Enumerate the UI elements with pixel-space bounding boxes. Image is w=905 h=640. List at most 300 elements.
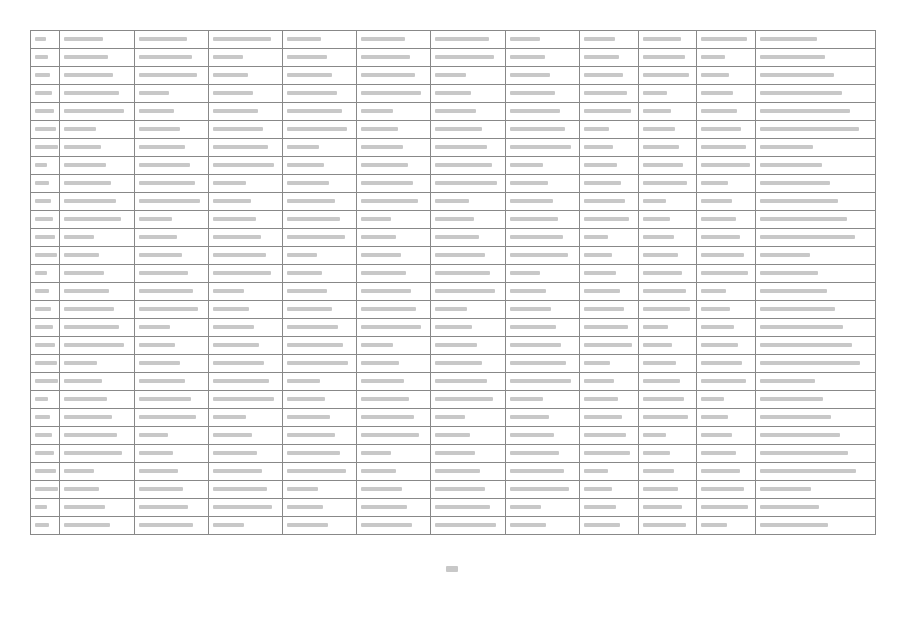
table-cell [505,265,579,282]
table-cell [505,85,579,102]
text-placeholder [643,127,676,131]
table-cell [356,211,430,228]
table-cell [430,355,504,372]
table-cell [134,31,208,48]
table-cell [505,499,579,516]
table-cell [282,391,356,408]
table-cell [30,463,59,480]
text-placeholder [510,415,549,419]
table-cell [638,211,697,228]
text-placeholder [64,55,108,59]
table-cell [282,445,356,462]
text-placeholder [701,523,726,527]
table-cell [59,355,133,372]
text-placeholder [361,307,416,311]
text-placeholder [643,451,671,455]
table-cell [579,175,638,192]
table-cell [356,409,430,426]
table-cell [134,301,208,318]
table-row [30,121,876,139]
table-cell [134,157,208,174]
text-placeholder [35,73,50,77]
table-cell [282,427,356,444]
table-cell [430,337,504,354]
text-placeholder [361,433,419,437]
table-cell [356,85,430,102]
table-cell [505,67,579,84]
table-cell [30,157,59,174]
text-placeholder [435,145,486,149]
table-cell [208,355,282,372]
text-placeholder [35,307,51,311]
table-cell [638,301,697,318]
table-cell [282,31,356,48]
table-cell [505,121,579,138]
text-placeholder [643,181,688,185]
text-placeholder [760,253,810,257]
text-placeholder [139,55,192,59]
text-placeholder [35,199,51,203]
text-placeholder [435,307,466,311]
table-cell [59,445,133,462]
table-cell [505,193,579,210]
text-placeholder [643,505,683,509]
text-placeholder [584,91,627,95]
text-placeholder [213,451,257,455]
table-cell [505,283,579,300]
text-placeholder [287,433,335,437]
table-cell [30,229,59,246]
table-cell [59,319,133,336]
table-row [30,247,876,265]
text-placeholder [213,73,248,77]
text-placeholder [361,181,413,185]
text-placeholder [760,127,859,131]
table-cell [59,283,133,300]
text-placeholder [64,181,111,185]
text-placeholder [701,397,724,401]
table-cell [579,31,638,48]
text-placeholder [35,163,47,167]
text-placeholder [361,415,414,419]
table-cell [430,85,504,102]
text-placeholder [139,271,188,275]
table-cell [755,445,876,462]
table-row [30,283,876,301]
table-cell [638,427,697,444]
table-cell [755,427,876,444]
text-placeholder [213,379,269,383]
table-cell [59,391,133,408]
table-cell [30,31,59,48]
text-placeholder [139,361,181,365]
text-placeholder [213,523,244,527]
table-cell [356,31,430,48]
table-cell [638,319,697,336]
text-placeholder [584,379,614,383]
text-placeholder [139,433,168,437]
text-placeholder [35,289,49,293]
table-cell [356,283,430,300]
table-row [30,139,876,157]
text-placeholder [287,109,342,113]
text-placeholder [701,505,748,509]
table-cell [134,265,208,282]
text-placeholder [139,235,178,239]
table-cell [638,193,697,210]
table-cell [208,265,282,282]
text-placeholder [35,55,48,59]
table-cell [208,247,282,264]
text-placeholder [361,73,415,77]
table-cell [579,121,638,138]
text-placeholder [760,217,847,221]
table-cell [282,481,356,498]
table-row [30,445,876,463]
text-placeholder [643,523,687,527]
table-cell [356,517,430,534]
text-placeholder [510,325,556,329]
table-cell [208,445,282,462]
text-placeholder [435,343,477,347]
text-placeholder [760,181,830,185]
text-placeholder [701,325,734,329]
table-cell [505,211,579,228]
table-cell [696,499,755,516]
text-placeholder [701,199,732,203]
table-cell [356,463,430,480]
text-placeholder [510,37,540,41]
table-cell [579,445,638,462]
table-cell [356,373,430,390]
text-placeholder [64,253,98,257]
table-cell [59,427,133,444]
text-placeholder [213,91,253,95]
text-placeholder [584,199,625,203]
text-placeholder [361,343,393,347]
text-placeholder [760,55,826,59]
table-cell [134,499,208,516]
text-placeholder [701,271,748,275]
text-placeholder [213,55,243,59]
table-cell [208,283,282,300]
table-cell [755,517,876,534]
text-placeholder [287,235,345,239]
table-cell [282,157,356,174]
table-row [30,319,876,337]
text-placeholder [510,433,554,437]
table-cell [430,445,504,462]
text-placeholder [35,127,56,131]
table-cell [638,67,697,84]
text-placeholder [435,469,480,473]
table-cell [59,175,133,192]
table-cell [208,211,282,228]
table-cell [134,517,208,534]
text-placeholder [510,145,571,149]
text-placeholder [139,343,176,347]
text-placeholder [760,523,828,527]
table-cell [430,157,504,174]
table-cell [208,517,282,534]
table-cell [696,283,755,300]
text-placeholder [643,361,676,365]
text-placeholder [510,127,566,131]
text-placeholder [139,307,198,311]
text-placeholder [139,199,201,203]
table-cell [505,427,579,444]
text-placeholder [760,469,857,473]
text-placeholder [213,325,254,329]
table-cell [282,229,356,246]
table-cell [505,355,579,372]
text-placeholder [643,271,682,275]
table-row [30,85,876,103]
table-cell [579,463,638,480]
table-cell [134,67,208,84]
text-placeholder [584,55,619,59]
table-cell [208,139,282,156]
table-cell [755,319,876,336]
table-cell [134,85,208,102]
table-row [30,301,876,319]
text-placeholder [760,451,848,455]
table-cell [638,517,697,534]
text-placeholder [643,325,668,329]
text-placeholder [139,91,170,95]
table-cell [282,409,356,426]
text-placeholder [760,505,820,509]
table-row [30,193,876,211]
table-cell [208,427,282,444]
text-placeholder [35,397,48,401]
text-placeholder [287,145,319,149]
text-placeholder [287,397,325,401]
text-placeholder [35,145,58,149]
table-cell [638,463,697,480]
table-cell [755,373,876,390]
table-cell [59,265,133,282]
text-placeholder [361,469,396,473]
table-cell [430,193,504,210]
text-placeholder [361,325,421,329]
text-placeholder [760,109,851,113]
table-cell [282,301,356,318]
text-placeholder [35,415,50,419]
table-cell [282,85,356,102]
table-cell [579,67,638,84]
table-cell [505,247,579,264]
text-placeholder [701,73,729,77]
text-placeholder [643,163,684,167]
table-cell [356,499,430,516]
text-placeholder [435,217,474,221]
text-placeholder [643,253,678,257]
table-cell [579,373,638,390]
table-cell [134,337,208,354]
table-cell [208,499,282,516]
text-placeholder [361,55,410,59]
text-placeholder [760,325,843,329]
text-placeholder [584,253,612,257]
text-placeholder [139,127,180,131]
table-cell [356,103,430,120]
text-placeholder [584,505,616,509]
text-placeholder [510,235,563,239]
table-cell [134,247,208,264]
text-placeholder [584,325,628,329]
text-placeholder [435,91,471,95]
text-placeholder [584,181,621,185]
text-placeholder [287,361,348,365]
text-placeholder [213,271,272,275]
text-placeholder [510,469,564,473]
table-cell [579,337,638,354]
table-cell [282,265,356,282]
text-placeholder [213,163,274,167]
text-placeholder [64,73,113,77]
table-cell [208,301,282,318]
text-placeholder [760,289,827,293]
text-placeholder [760,415,831,419]
table-cell [356,175,430,192]
text-placeholder [213,361,264,365]
table-cell [755,31,876,48]
table-cell [30,427,59,444]
table-cell [430,481,504,498]
text-placeholder [64,343,124,347]
table-cell [30,517,59,534]
table-cell [755,103,876,120]
table-cell [505,481,579,498]
text-placeholder [213,127,264,131]
text-placeholder [584,235,608,239]
table-cell [755,67,876,84]
table-cell [59,481,133,498]
table-cell [59,463,133,480]
table-row [30,67,876,85]
table-cell [430,319,504,336]
table-cell [356,301,430,318]
table-cell [134,463,208,480]
text-placeholder [510,73,550,77]
text-placeholder [760,73,834,77]
table-cell [430,373,504,390]
table-cell [579,229,638,246]
text-placeholder [35,217,53,221]
table-cell [696,247,755,264]
text-placeholder [287,451,340,455]
text-placeholder [643,217,670,221]
table-cell [59,193,133,210]
table-cell [638,139,697,156]
text-placeholder [584,487,612,491]
table-cell [30,265,59,282]
text-placeholder [139,451,173,455]
table-cell [282,283,356,300]
text-placeholder [361,487,401,491]
text-placeholder [287,163,324,167]
table-cell [579,211,638,228]
table-cell [638,409,697,426]
table-cell [430,391,504,408]
text-placeholder [435,199,469,203]
text-placeholder [139,181,195,185]
text-placeholder [701,361,742,365]
table-cell [505,175,579,192]
text-placeholder [64,289,109,293]
table-cell [696,319,755,336]
table-cell [696,463,755,480]
table-cell [505,391,579,408]
text-placeholder [213,217,256,221]
text-placeholder [64,487,99,491]
text-placeholder [435,505,490,509]
table-cell [696,427,755,444]
text-placeholder [435,433,469,437]
text-placeholder [584,433,626,437]
table-cell [579,139,638,156]
text-placeholder [361,91,420,95]
table-cell [134,409,208,426]
table-cell [579,85,638,102]
table-cell [430,427,504,444]
table-cell [134,481,208,498]
text-placeholder [139,415,196,419]
table-cell [59,499,133,516]
table-cell [59,409,133,426]
page-number [446,566,458,572]
table-cell [505,463,579,480]
text-placeholder [35,451,54,455]
table-cell [696,373,755,390]
text-placeholder [361,505,406,509]
table-cell [134,319,208,336]
table-cell [208,409,282,426]
text-placeholder [435,37,488,41]
text-placeholder [64,379,101,383]
text-placeholder [139,523,194,527]
table-cell [579,517,638,534]
text-placeholder [35,235,55,239]
table-cell [430,31,504,48]
table-cell [356,157,430,174]
text-placeholder [760,91,842,95]
table-cell [134,49,208,66]
text-placeholder [64,469,94,473]
text-placeholder [213,37,271,41]
text-placeholder [701,433,732,437]
table-cell [430,139,504,156]
text-placeholder [287,415,330,419]
text-placeholder [361,145,403,149]
table-cell [59,67,133,84]
text-placeholder [35,379,58,383]
table-row [30,49,876,67]
text-placeholder [760,397,823,401]
table-cell [505,445,579,462]
table-cell [59,31,133,48]
table-cell [134,211,208,228]
text-placeholder [701,343,738,347]
text-placeholder [510,55,545,59]
text-placeholder [643,307,690,311]
text-placeholder [510,307,551,311]
table-row [30,517,876,535]
text-placeholder [361,289,411,293]
text-placeholder [584,271,616,275]
text-placeholder [584,289,620,293]
